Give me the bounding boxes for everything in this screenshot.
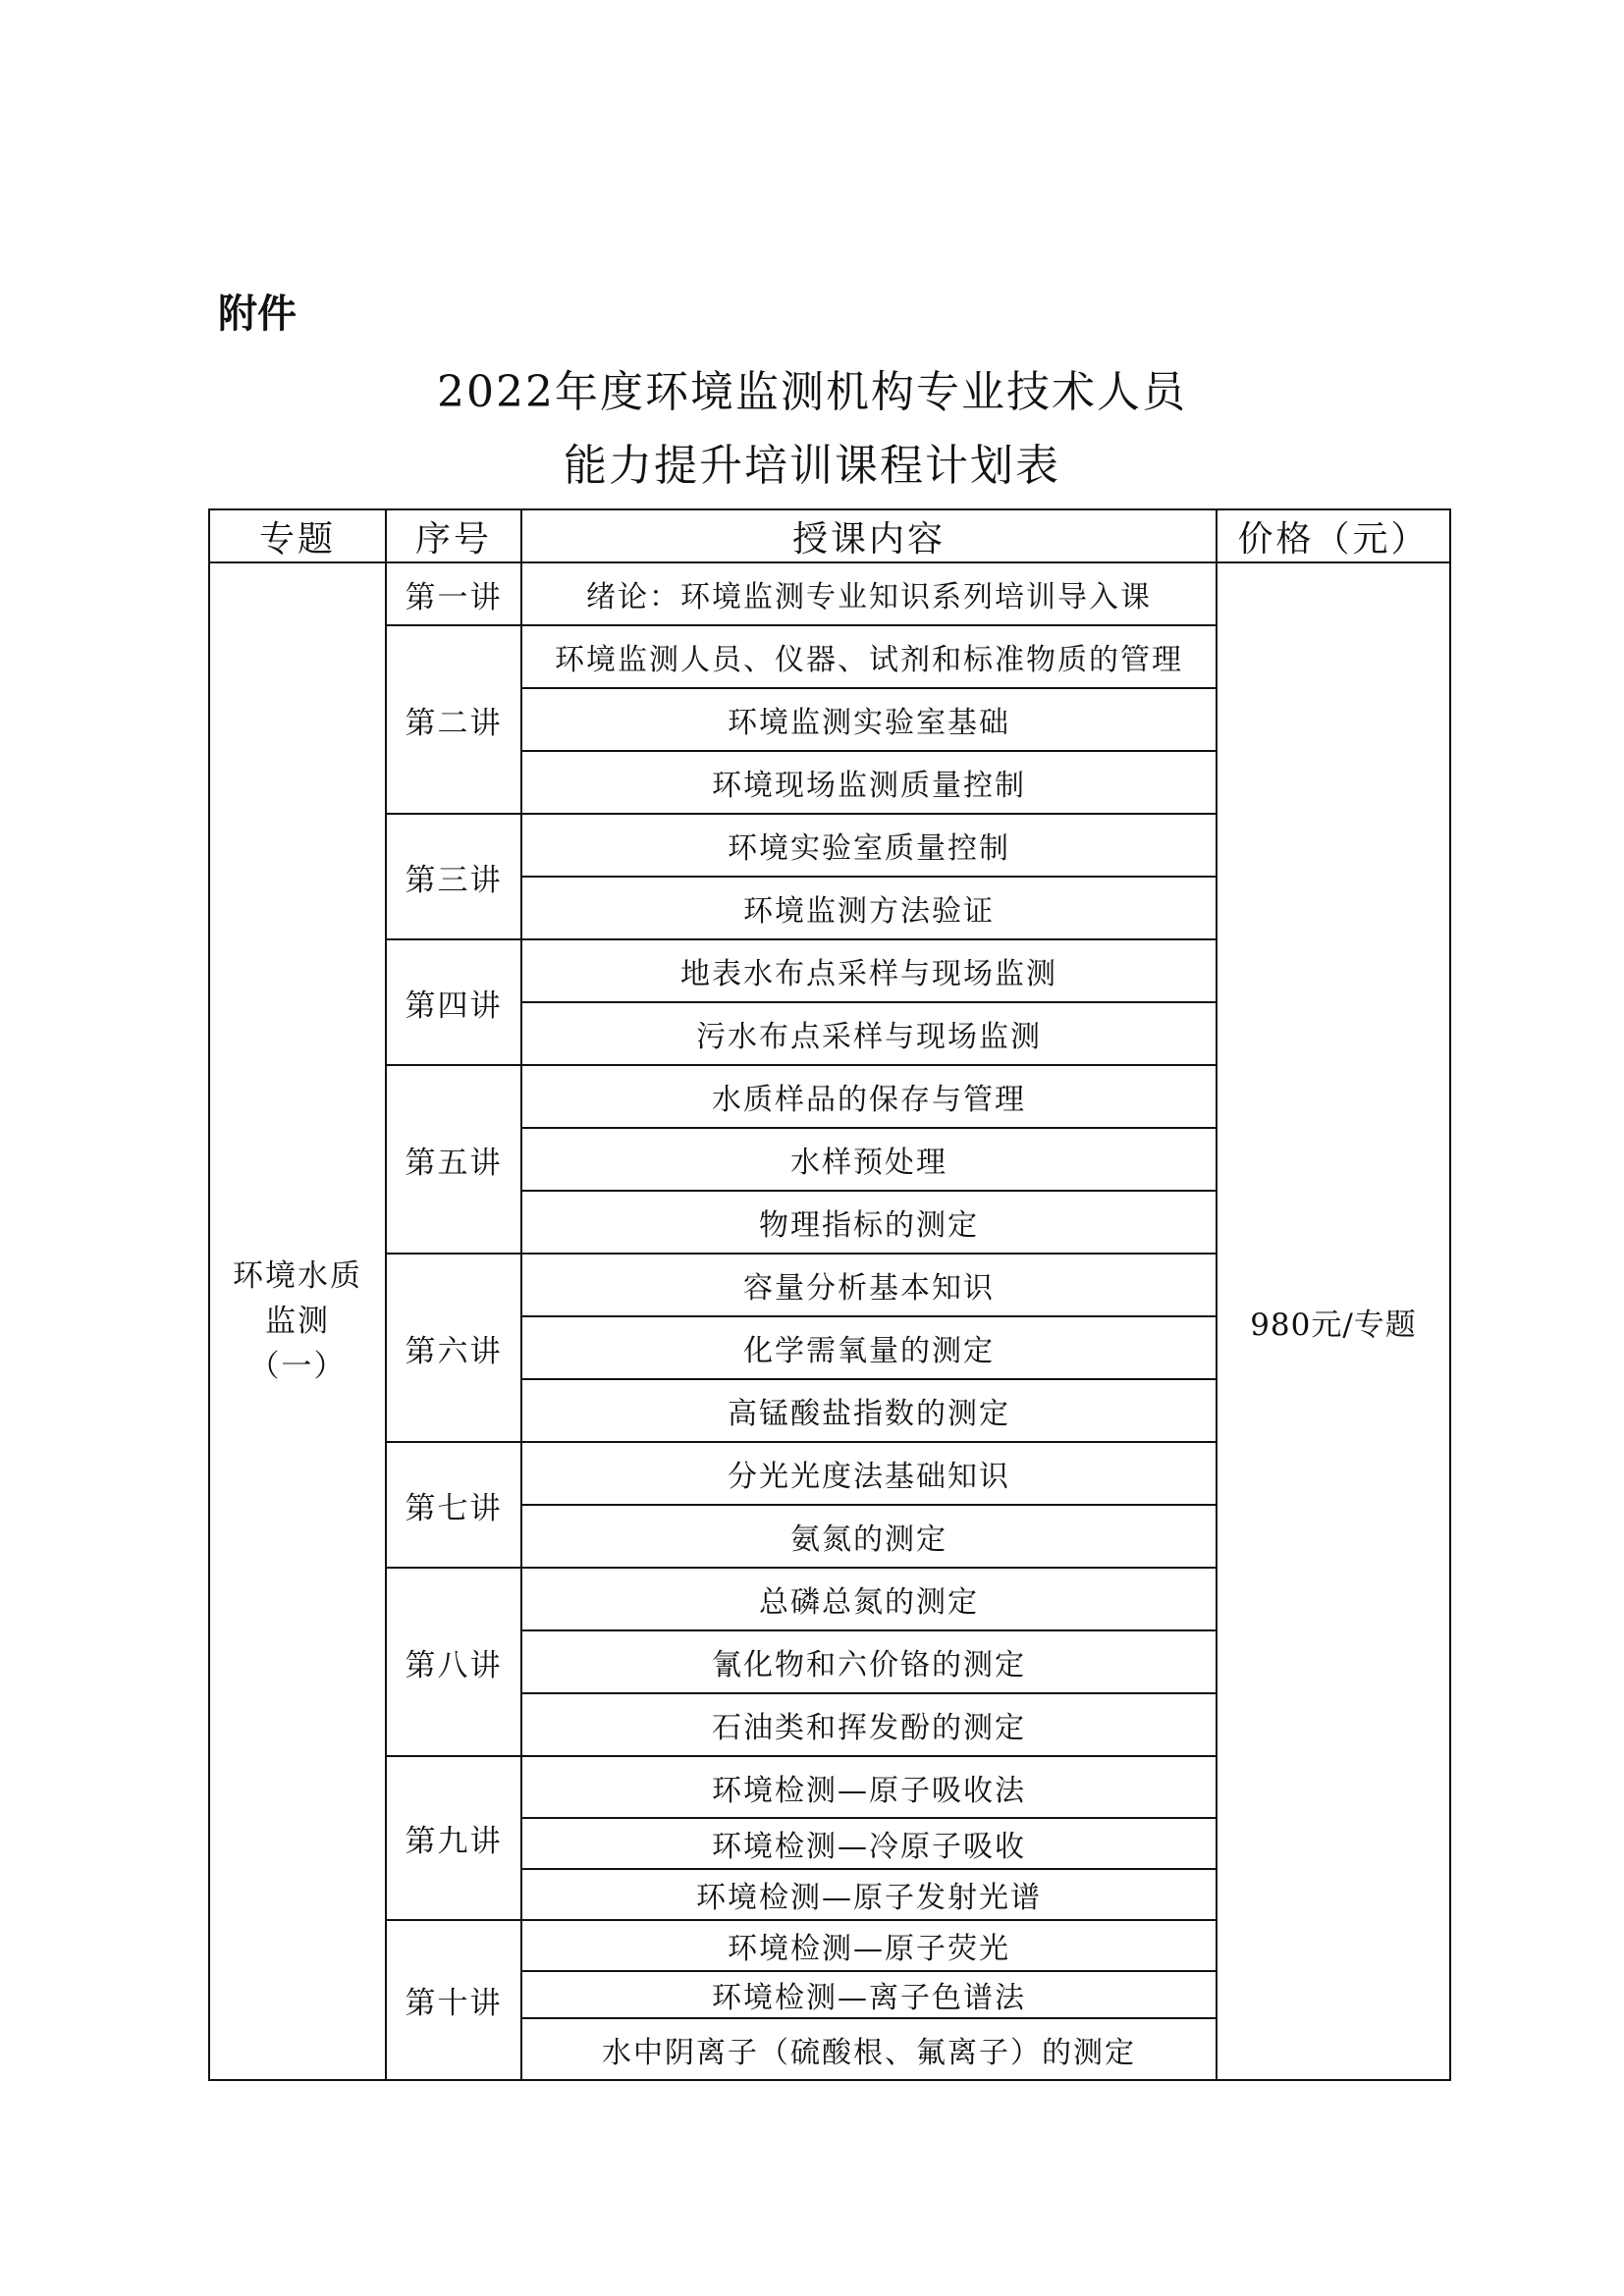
- course-content-cell: 环境实验室质量控制: [521, 814, 1217, 877]
- course-content-cell: 环境监测实验室基础: [521, 688, 1217, 751]
- lecture-number-cell: 第九讲: [386, 1756, 521, 1920]
- attachment-label: 附件: [218, 292, 297, 337]
- course-content-cell: 氨氮的测定: [521, 1505, 1217, 1568]
- topic-cell: [209, 562, 386, 2080]
- document-title-line-2: 能力提升培训课程计划表: [564, 441, 1060, 491]
- course-content-cell: 绪论：环境监测专业知识系列培训导入课: [521, 562, 1217, 625]
- lecture-number-cell: 第四讲: [386, 939, 521, 1065]
- course-content-cell: 环境监测人员、仪器、试剂和标准物质的管理: [521, 625, 1217, 688]
- course-content-cell: 环境检测—原子发射光谱: [521, 1869, 1217, 1920]
- course-plan-table: [208, 508, 1451, 2081]
- table-row: [209, 562, 1450, 625]
- lecture-number-cell: 第六讲: [386, 1254, 521, 1442]
- course-content-cell: 环境检测—原子吸收法: [521, 1756, 1217, 1818]
- header-topic: 专题: [209, 509, 386, 562]
- course-content-cell: 氰化物和六价铬的测定: [521, 1630, 1217, 1693]
- topic-line: （一）: [248, 1349, 347, 1384]
- lecture-number-cell: 第三讲: [386, 814, 521, 939]
- course-content-cell: 物理指标的测定: [521, 1191, 1217, 1254]
- course-content-cell: 石油类和挥发酚的测定: [521, 1693, 1217, 1756]
- table-header-row: [209, 509, 1450, 562]
- header-price: 价格（元）: [1217, 509, 1450, 562]
- course-content-cell: 环境现场监测质量控制: [521, 751, 1217, 814]
- lecture-number-cell: 第七讲: [386, 1442, 521, 1568]
- lecture-number-cell: 第十讲: [386, 1920, 521, 2080]
- course-content-cell: 水中阴离子（硫酸根、氟离子）的测定: [521, 2018, 1217, 2080]
- document-title-line-1: 2022年度环境监测机构专业技术人员: [437, 367, 1187, 417]
- course-content-cell: 分光光度法基础知识: [521, 1442, 1217, 1505]
- lecture-number-cell: 第一讲: [386, 562, 521, 625]
- course-content-cell: 水样预处理: [521, 1128, 1217, 1191]
- table-body: [209, 562, 1450, 2080]
- lecture-number-cell: 第八讲: [386, 1568, 521, 1756]
- course-content-cell: 容量分析基本知识: [521, 1254, 1217, 1316]
- topic-line: 环境水质: [233, 1258, 362, 1294]
- course-content-cell: 高锰酸盐指数的测定: [521, 1379, 1217, 1442]
- course-content-cell: 环境检测—原子荧光: [521, 1920, 1217, 1971]
- topic-line: 监测: [265, 1304, 330, 1339]
- course-content-cell: 环境检测—冷原子吸收: [521, 1818, 1217, 1869]
- price-cell: 980元/专题: [1217, 562, 1450, 2080]
- header-content: 授课内容: [521, 509, 1217, 562]
- header-lecture: 序号: [386, 509, 521, 562]
- course-content-cell: 水质样品的保存与管理: [521, 1065, 1217, 1128]
- course-content-cell: 环境监测方法验证: [521, 877, 1217, 939]
- course-content-cell: 污水布点采样与现场监测: [521, 1002, 1217, 1065]
- lecture-number-cell: 第五讲: [386, 1065, 521, 1254]
- course-content-cell: 环境检测—离子色谱法: [521, 1971, 1217, 2018]
- course-content-cell: 总磷总氮的测定: [521, 1568, 1217, 1630]
- course-content-cell: 化学需氧量的测定: [521, 1316, 1217, 1379]
- course-content-cell: 地表水布点采样与现场监测: [521, 939, 1217, 1002]
- lecture-number-cell: 第二讲: [386, 625, 521, 814]
